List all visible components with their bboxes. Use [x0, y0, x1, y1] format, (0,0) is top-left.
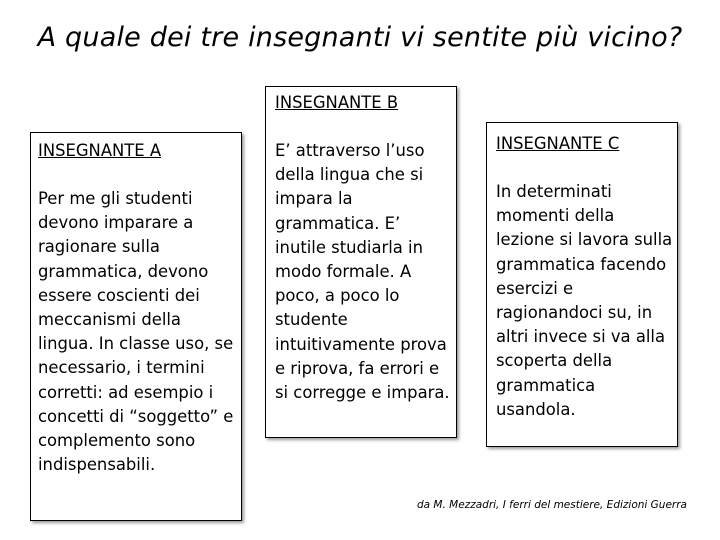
teacher-b-header: INSEGNANTE B: [275, 93, 399, 112]
teacher-b-text: E’ attraverso l’uso della lingua che si impara la grammatica. E’ inutile studiarla in modo formale. A poco, a poco lo studente intuitivamente prova e riprova, fa errori e si corregge e impara.: [275, 141, 450, 403]
teacher-a-text: Per me gli studenti devono imparare a ragionare sulla grammatica, devono essere coscienti dei meccanismi della lingua. In classe uso, se necessario, i termini corretti: ad esempio i concetti di “soggetto” e complemento sono indispensabili.: [38, 189, 234, 475]
teacher-a-box: [30, 132, 242, 521]
teacher-c-text: In determinati momenti della lezione si lavora sulla grammatica facendo esercizi e ragionandoci su, in altri invece si va alla scoperta della grammatica usandola.: [496, 182, 673, 419]
teacher-b-box: [265, 86, 457, 438]
teacher-c-box: [486, 122, 678, 447]
source-citation: da M. Mezzadri, I ferri del mestiere, Edizioni Guerra: [417, 499, 687, 511]
teacher-c-header: INSEGNANTE C: [496, 134, 620, 153]
teacher-a-header: INSEGNANTE A: [38, 141, 162, 160]
slide-title: A quale dei tre insegnanti vi sentite più vicino?: [37, 22, 683, 53]
